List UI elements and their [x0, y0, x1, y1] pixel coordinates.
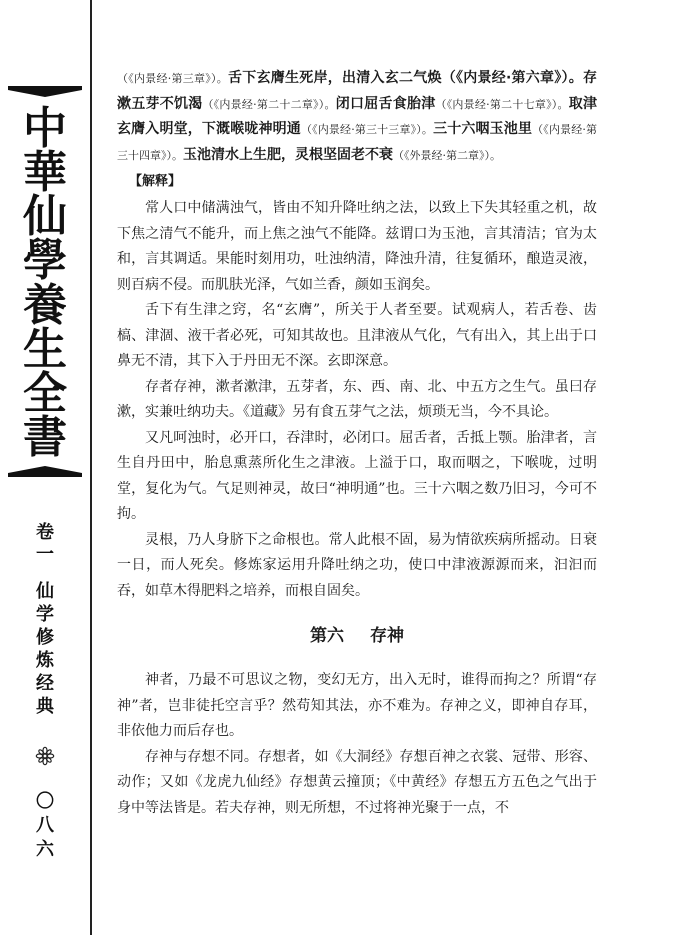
paragraph: 常人口中储满浊气，皆由不知升降吐纳之法，以致上下失其轻重之机，故下焦之清气不能升，而上焦之浊气不能降。兹谓口为玉池，言其清洁；官为太和，言其调适。果能时刻用功，吐浊纳清，降浊升清，往复循环，酿造灵液，则百病不侵。而肌肤光泽，气如兰香，颜如玉润矣。 [117, 200, 597, 293]
paragraph: 又凡呵浊时，必开口，吞津时，必闭口。屈舌者，舌抵上颚。胎津者，言生自丹田中，胎息熏蒸所化生之津液。上溢于口，取而咽之，下喉咙，过明堂，复化为气。气足则神灵，故曰“神明通”也。三十六咽之数乃旧习，今可不拘。 [117, 429, 597, 522]
scripture-quote: （《内景经·第三章》）。舌下玄膺生死岸，出清入玄二气焕（《内景经·第六章》）。存漱五芽不饥渴（《内景经·第二十二章》）。闭口屈舌食胎津（《内景经·第二十七章》）。取津玄膺入明堂，下溉喉咙神明通（《内景经·第三十三章》）。三十六咽玉池里（《内景经·第三十四章》）。玉池清水上生肥，灵根坚固老不衰（《外景经·第二章》）。 [117, 70, 598, 163]
main-text [117, 66, 597, 821]
book-title-banner [8, 86, 82, 477]
book-title [8, 103, 82, 463]
book-title-char: 全 [23, 367, 67, 419]
paragraph: 神者，乃最不可思议之物，变幻无方，出入无时，谁得而拘之？所谓“存神”者，岂非徒托空言乎？然苟知其法，亦不难为。存神之义，即神自存耳，非依他力而后存也。 [117, 672, 597, 739]
section-label: 仙 学 修 炼 经 典 [36, 581, 54, 717]
book-title-char: 生 [23, 323, 67, 375]
chapter-title: 存神 [370, 626, 404, 646]
chapter-number: 第六 [310, 626, 344, 646]
book-title-char: 中 [23, 103, 67, 154]
running-side-header [20, 522, 70, 862]
paragraph: 灵根，乃人身脐下之命根也。常人此根不固，易为情欲疾病所摇动。日衰一日，而人死矣。修炼家运用升降吐纳之功，使口中津液源源而来，汩汩而吞，如草木得肥料之培养，而根自固矣。 [117, 531, 597, 599]
paragraph: 存者存神，漱者漱津，五芽者，东、西、南、北、中五方之生气。虽曰存漱，实兼吐纳功夫。《道藏》另有食五芽气之法，烦琐无当，今不具论。 [117, 378, 597, 420]
flower-ornament-icon [35, 746, 55, 766]
banner-bottom-ornament [8, 466, 82, 476]
paragraph: 存神与存想不同。存想者，如《大洞经》存想百神之衣裳、冠带、形容、动作；又如《龙虎九仙经》存想黄云撞顶；《中黄经》存想五方五色之气出于身中等法皆是。若夫存神，则无所想，不过将神光聚于一点，不 [117, 748, 597, 816]
page-number: 〇 八 六 [36, 791, 54, 860]
banner-top-ornament [8, 87, 82, 97]
chapter-heading [117, 622, 597, 650]
paragraph: 舌下有生津之窍，名“玄膺”，所关于人者至要。试观病人，若舌卷、齿槁、津涸、液干者必死，可知其故也。且津液从气化，气有出入，其上出于口鼻无不清，其下入于丹田无不深。玄即深意。 [117, 302, 597, 369]
book-title-char: 養 [23, 279, 67, 331]
book-title-char: 書 [23, 411, 67, 463]
book-title-char: 華 [23, 147, 67, 199]
book-title-char: 學 [23, 235, 67, 287]
margin-rule [90, 0, 92, 935]
book-title-char: 仙 [23, 191, 67, 243]
volume-label: 卷 一 [36, 522, 54, 565]
annotation-label: 【解释】 [129, 174, 182, 189]
